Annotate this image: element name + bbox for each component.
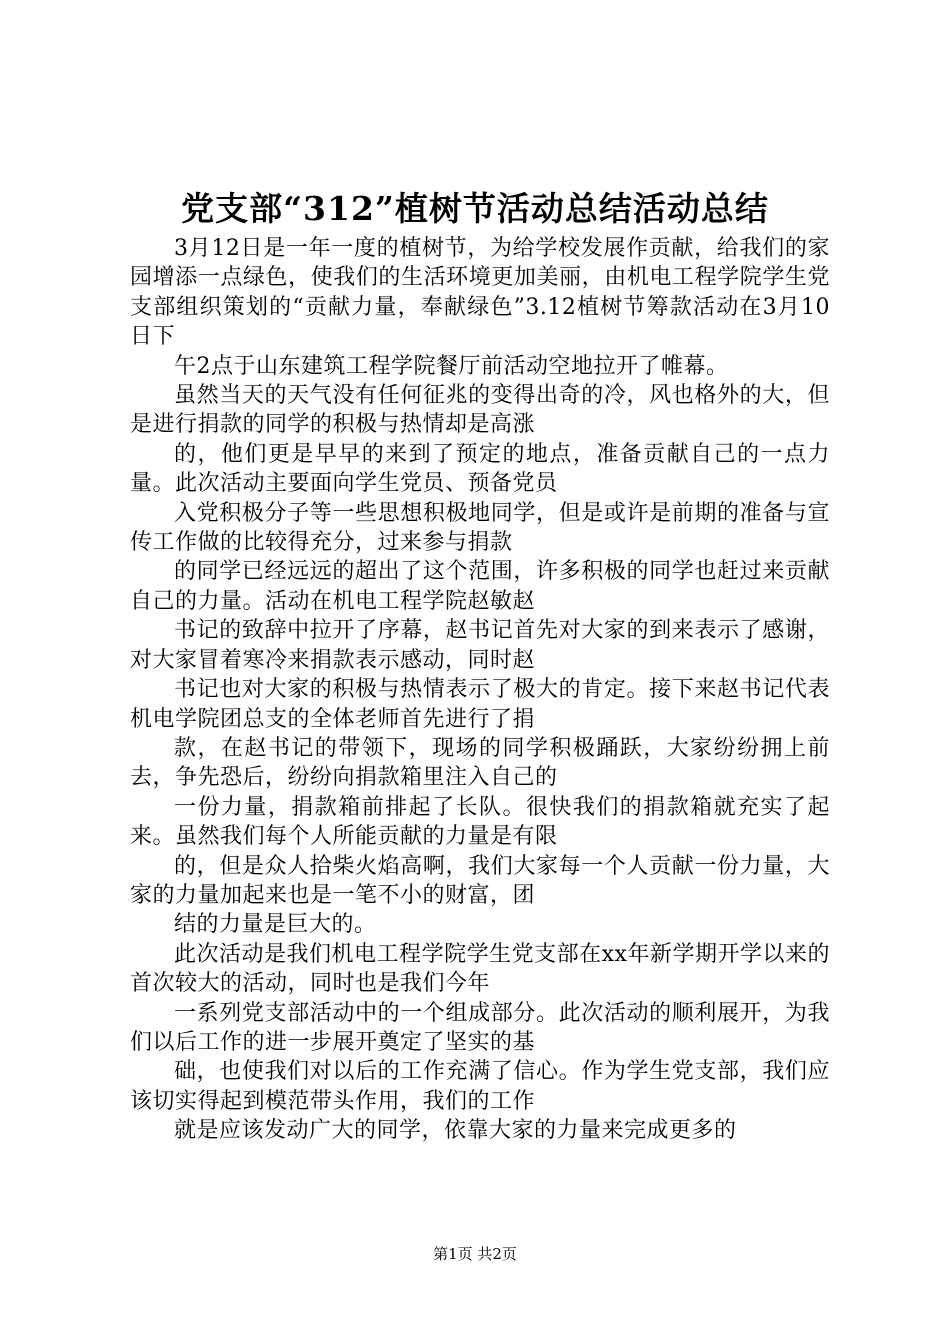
document-body [130,234,830,1146]
paragraph-4: 的，他们更是早早的来到了预定的地点，准备贡献自己的一点力量。此次活动主要面向学生党员、预备党员 [130,441,830,497]
paragraph-9: 款，在赵书记的带领下，现场的同学积极踊跃，大家纷纷拥上前去，争先恐后，纷纷向捐款箱里注入自己的 [130,735,830,791]
paragraph-13: 此次活动是我们机电工程学院学生党支部在xx年新学期开学以来的首次较大的活动，同时也是我们今年 [130,941,830,997]
paragraph-5: 入党积极分子等一些思想积极地同学，但是或许是前期的准备与宣传工作做的比较得充分，过来参与捐款 [130,500,830,556]
paragraph-11: 的，但是众人拾柴火焰高啊，我们大家每一个人贡献一份力量，大家的力量加起来也是一笔不小的财富，团 [130,853,830,908]
paragraph-2: 午2点于山东建筑工程学院餐厅前活动空地拉开了帷幕。 [174,353,729,379]
paragraph-1: 3月12日是一年一度的植树节，为给学校发展作贡献，给我们的家园增添一点绿色，使我们的生活环境更加美丽，由机电工程学院学生党支部组织策划的“贡献力量，奉献绿色”3.12植树节筹款活动在3月10日下 [130,236,830,350]
page-number-footer: 第1页 共2页 [433,1245,517,1263]
paragraph-12: 结的力量是巨大的。 [174,912,377,938]
paragraph-16: 就是应该发动广大的同学，依靠大家的力量来完成更多的 [174,1118,737,1144]
paragraph-14: 一系列党支部活动中的一个组成部分。此次活动的顺利展开，为我们以后工作的进一步展开奠定了坚实的基 [130,1000,830,1055]
paragraph-6: 的同学已经远远的超出了这个范围，许多积极的同学也赶过来贡献自己的力量。活动在机电工程学院赵敏赵 [130,559,830,614]
paragraph-15: 础，也使我们对以后的工作充满了信心。作为学生党支部，我们应该切实得起到模范带头作用，我们的工作 [130,1059,830,1114]
document-title: 党支部“312”植树节活动总结活动总结 [181,189,769,228]
paragraph-8: 书记也对大家的积极与热情表示了极大的肯定。接下来赵书记代表机电学院团总支的全体老师首先进行了捐 [130,677,830,732]
paragraph-10: 一份力量，捐款箱前排起了长队。很快我们的捐款箱就充实了起来。虽然我们每个人所能贡献的力量是有限 [130,794,830,850]
paragraph-7: 书记的致辞中拉开了序幕，赵书记首先对大家的到来表示了感谢，对大家冒着寒冷来捐款表示感动，同时赵 [130,618,830,673]
paragraph-3: 虽然当天的天气没有任何征兆的变得出奇的冷，风也格外的大，但是进行捐款的同学的积极与热情却是高涨 [130,383,830,438]
